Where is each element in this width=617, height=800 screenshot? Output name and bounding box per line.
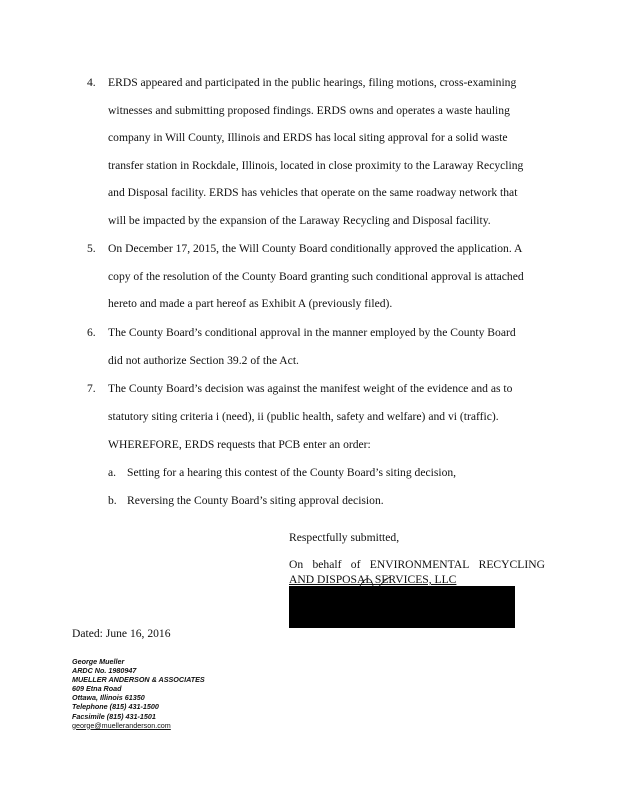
item-line: statutory siting criteria i (need), ii (public health, safety and welfare) and vi (traffic). xyxy=(108,409,499,423)
paragraph-item-6 xyxy=(87,319,548,374)
item-line: The County Board’s decision was against the manifest weight of the evidence and as to xyxy=(108,382,513,395)
attorney-telephone: Telephone (815) 431-1500 xyxy=(72,702,159,712)
item-line: company in Will County, Illinois and ERDS has local siting approval for a solid waste xyxy=(108,131,508,144)
attorney-address: 609 Etna Road xyxy=(72,684,122,694)
wherefore-clause: WHEREFORE, ERDS requests that PCB enter an order: xyxy=(108,438,371,451)
request-text: Setting for a hearing this contest of the County Board’s siting decision, xyxy=(127,466,457,479)
item-number: 5. xyxy=(87,242,96,255)
item-line: On December 17, 2015, the Will County Board conditionally approved the application. A xyxy=(108,242,523,255)
item-line: copy of the resolution of the County Board granting such conditional approval is attached xyxy=(108,269,524,283)
on-behalf-word: ENVIRONMENTAL xyxy=(369,558,470,571)
on-behalf-block xyxy=(289,557,545,587)
item-line: and Disposal facility. ERDS has vehicles that operate on the same roadway network that xyxy=(108,186,518,199)
on-behalf-line xyxy=(289,557,545,572)
attorney-ardc: ARDC No. 1980947 xyxy=(72,666,137,676)
item-number: 4. xyxy=(87,76,96,89)
on-behalf-word: behalf xyxy=(312,558,342,571)
item-line: did not authorize Section 39.2 of the Act. xyxy=(108,353,299,367)
item-line: transfer station in Rockdale, Illinois, located in close proximity to the Laraway Recycling xyxy=(108,158,524,172)
on-behalf-word: of xyxy=(350,558,361,571)
date-line: Dated: June 16, 2016 xyxy=(72,627,171,640)
item-line: will be impacted by the expansion of the Laraway Recycling and Disposal facility. xyxy=(108,213,491,227)
request-text: Reversing the County Board’s siting approval decision. xyxy=(127,494,384,507)
on-behalf-word: On xyxy=(289,558,304,571)
item-line: witnesses and submitting proposed findings. ERDS owns and operates a waste hauling xyxy=(108,103,510,117)
item-line: hereto and made a part hereof as Exhibit A (previously filed). xyxy=(108,297,393,310)
item-line: ERDS appeared and participated in the public hearings, filing motions, cross-examining xyxy=(108,76,517,89)
request-label: a. xyxy=(108,466,117,479)
item-line: The County Board’s conditional approval in the manner employed by the County Board xyxy=(108,326,516,339)
request-item-b xyxy=(108,487,384,515)
attorney-city: Ottawa, Illinois 61350 xyxy=(72,693,145,703)
paragraph-item-7 xyxy=(87,375,548,430)
attorney-email[interactable]: george@muelleranderson.com xyxy=(72,720,171,730)
item-number: 7. xyxy=(87,382,96,395)
attorney-firm: MUELLER ANDERSON & ASSOCIATES xyxy=(72,675,205,685)
on-behalf-word: RECYCLING xyxy=(478,558,545,571)
attorney-block xyxy=(72,657,205,730)
paragraph-item-4 xyxy=(87,69,548,234)
attorney-name: George Mueller xyxy=(72,657,125,666)
attorney-facsimile: Facsimile (815) 431-1501 xyxy=(72,711,156,721)
item-number: 6. xyxy=(87,326,96,339)
request-label: b. xyxy=(108,494,117,507)
request-item-a xyxy=(108,459,456,487)
paragraph-item-5 xyxy=(87,235,548,318)
redaction-box xyxy=(289,586,515,628)
company-name: AND DISPOSAL SERVICES, LLC xyxy=(289,573,457,586)
closing-salutation: Respectfully submitted, xyxy=(289,531,400,544)
